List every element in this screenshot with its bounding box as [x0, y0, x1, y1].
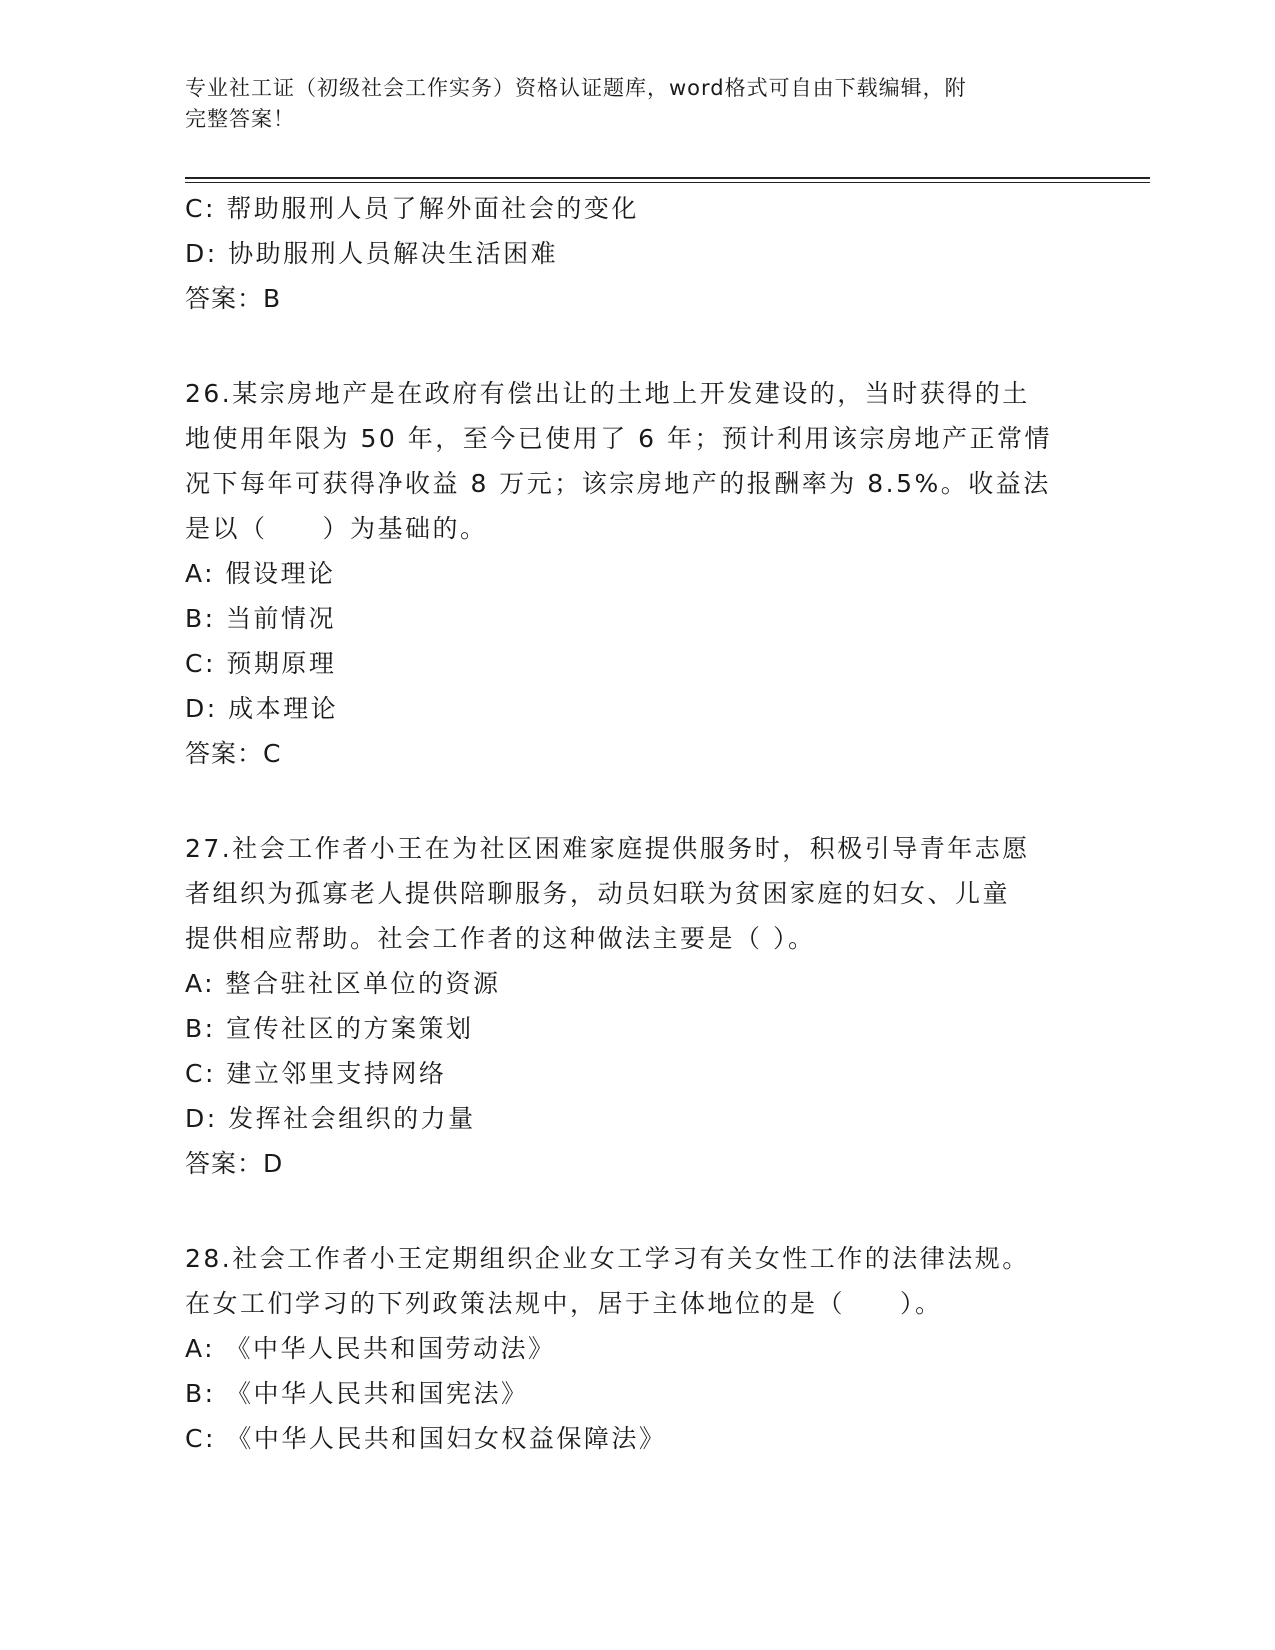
option-d: D: 成本理论 — [185, 694, 339, 723]
question-stem-line: 者组织为孤寡老人提供陪聊服务，动员妇联为贫困家庭的妇女、儿童 — [185, 879, 1011, 908]
question-27 — [185, 826, 1085, 1186]
option-c: C: 《中华人民共和国妇女权益保障法》 — [185, 1424, 667, 1453]
option-c: C: 帮助服刑人员了解外面社会的变化 — [185, 194, 639, 223]
option-a: A: 假设理论 — [185, 559, 336, 588]
question-stem-line: 是以（ ）为基础的。 — [185, 514, 488, 543]
option-c: C: 预期原理 — [185, 649, 337, 678]
option-c: C: 建立邻里支持网络 — [185, 1059, 447, 1088]
document-header — [185, 73, 1065, 135]
question-stem-line: 28.社会工作者小王定期组织企业女工学习有关女性工作的法律法规。 — [185, 1244, 1030, 1273]
option-b: B: 当前情况 — [185, 604, 337, 633]
answer-line: 答案：D — [185, 1149, 284, 1178]
answer-line: 答案：C — [185, 739, 282, 768]
question-stem-line: 在女工们学习的下列政策法规中，居于主体地位的是（ ）。 — [185, 1289, 943, 1318]
question-26 — [185, 371, 1085, 776]
option-d: D: 发挥社会组织的力量 — [185, 1104, 476, 1133]
question-stem-line: 26.某宗房地产是在政府有偿出让的土地上开发建设的，当时获得的土 — [185, 379, 1030, 408]
question-stem-line: 地使用年限为 50 年，至今已使用了 6 年；预计利用该宗房地产正常情 — [185, 424, 1053, 453]
question-stem-line: 况下每年可获得净收益 8 万元；该宗房地产的报酬率为 8.5%。收益法 — [185, 469, 1051, 498]
header-title-line-1: 专业社工证（初级社会工作实务）资格认证题库，word格式可自由下载编辑，附 — [185, 76, 967, 100]
question-stem-line: 提供相应帮助。社会工作者的这种做法主要是（ ）。 — [185, 924, 816, 953]
question-28 — [185, 1236, 1085, 1461]
option-b: B: 宣传社区的方案策划 — [185, 1014, 474, 1043]
header-title-line-2: 完整答案！ — [185, 107, 295, 131]
question-stem-line: 27.社会工作者小王在为社区困难家庭提供服务时，积极引导青年志愿 — [185, 834, 1030, 863]
document-body — [185, 186, 1085, 1461]
option-d: D: 协助服刑人员解决生活困难 — [185, 239, 559, 268]
previous-question-tail — [185, 186, 1085, 321]
option-a: A: 《中华人民共和国劳动法》 — [185, 1334, 556, 1363]
option-a: A: 整合驻社区单位的资源 — [185, 969, 501, 998]
answer-line: 答案：B — [185, 284, 282, 313]
header-divider — [185, 177, 1150, 183]
option-b: B: 《中华人民共和国宪法》 — [185, 1379, 529, 1408]
